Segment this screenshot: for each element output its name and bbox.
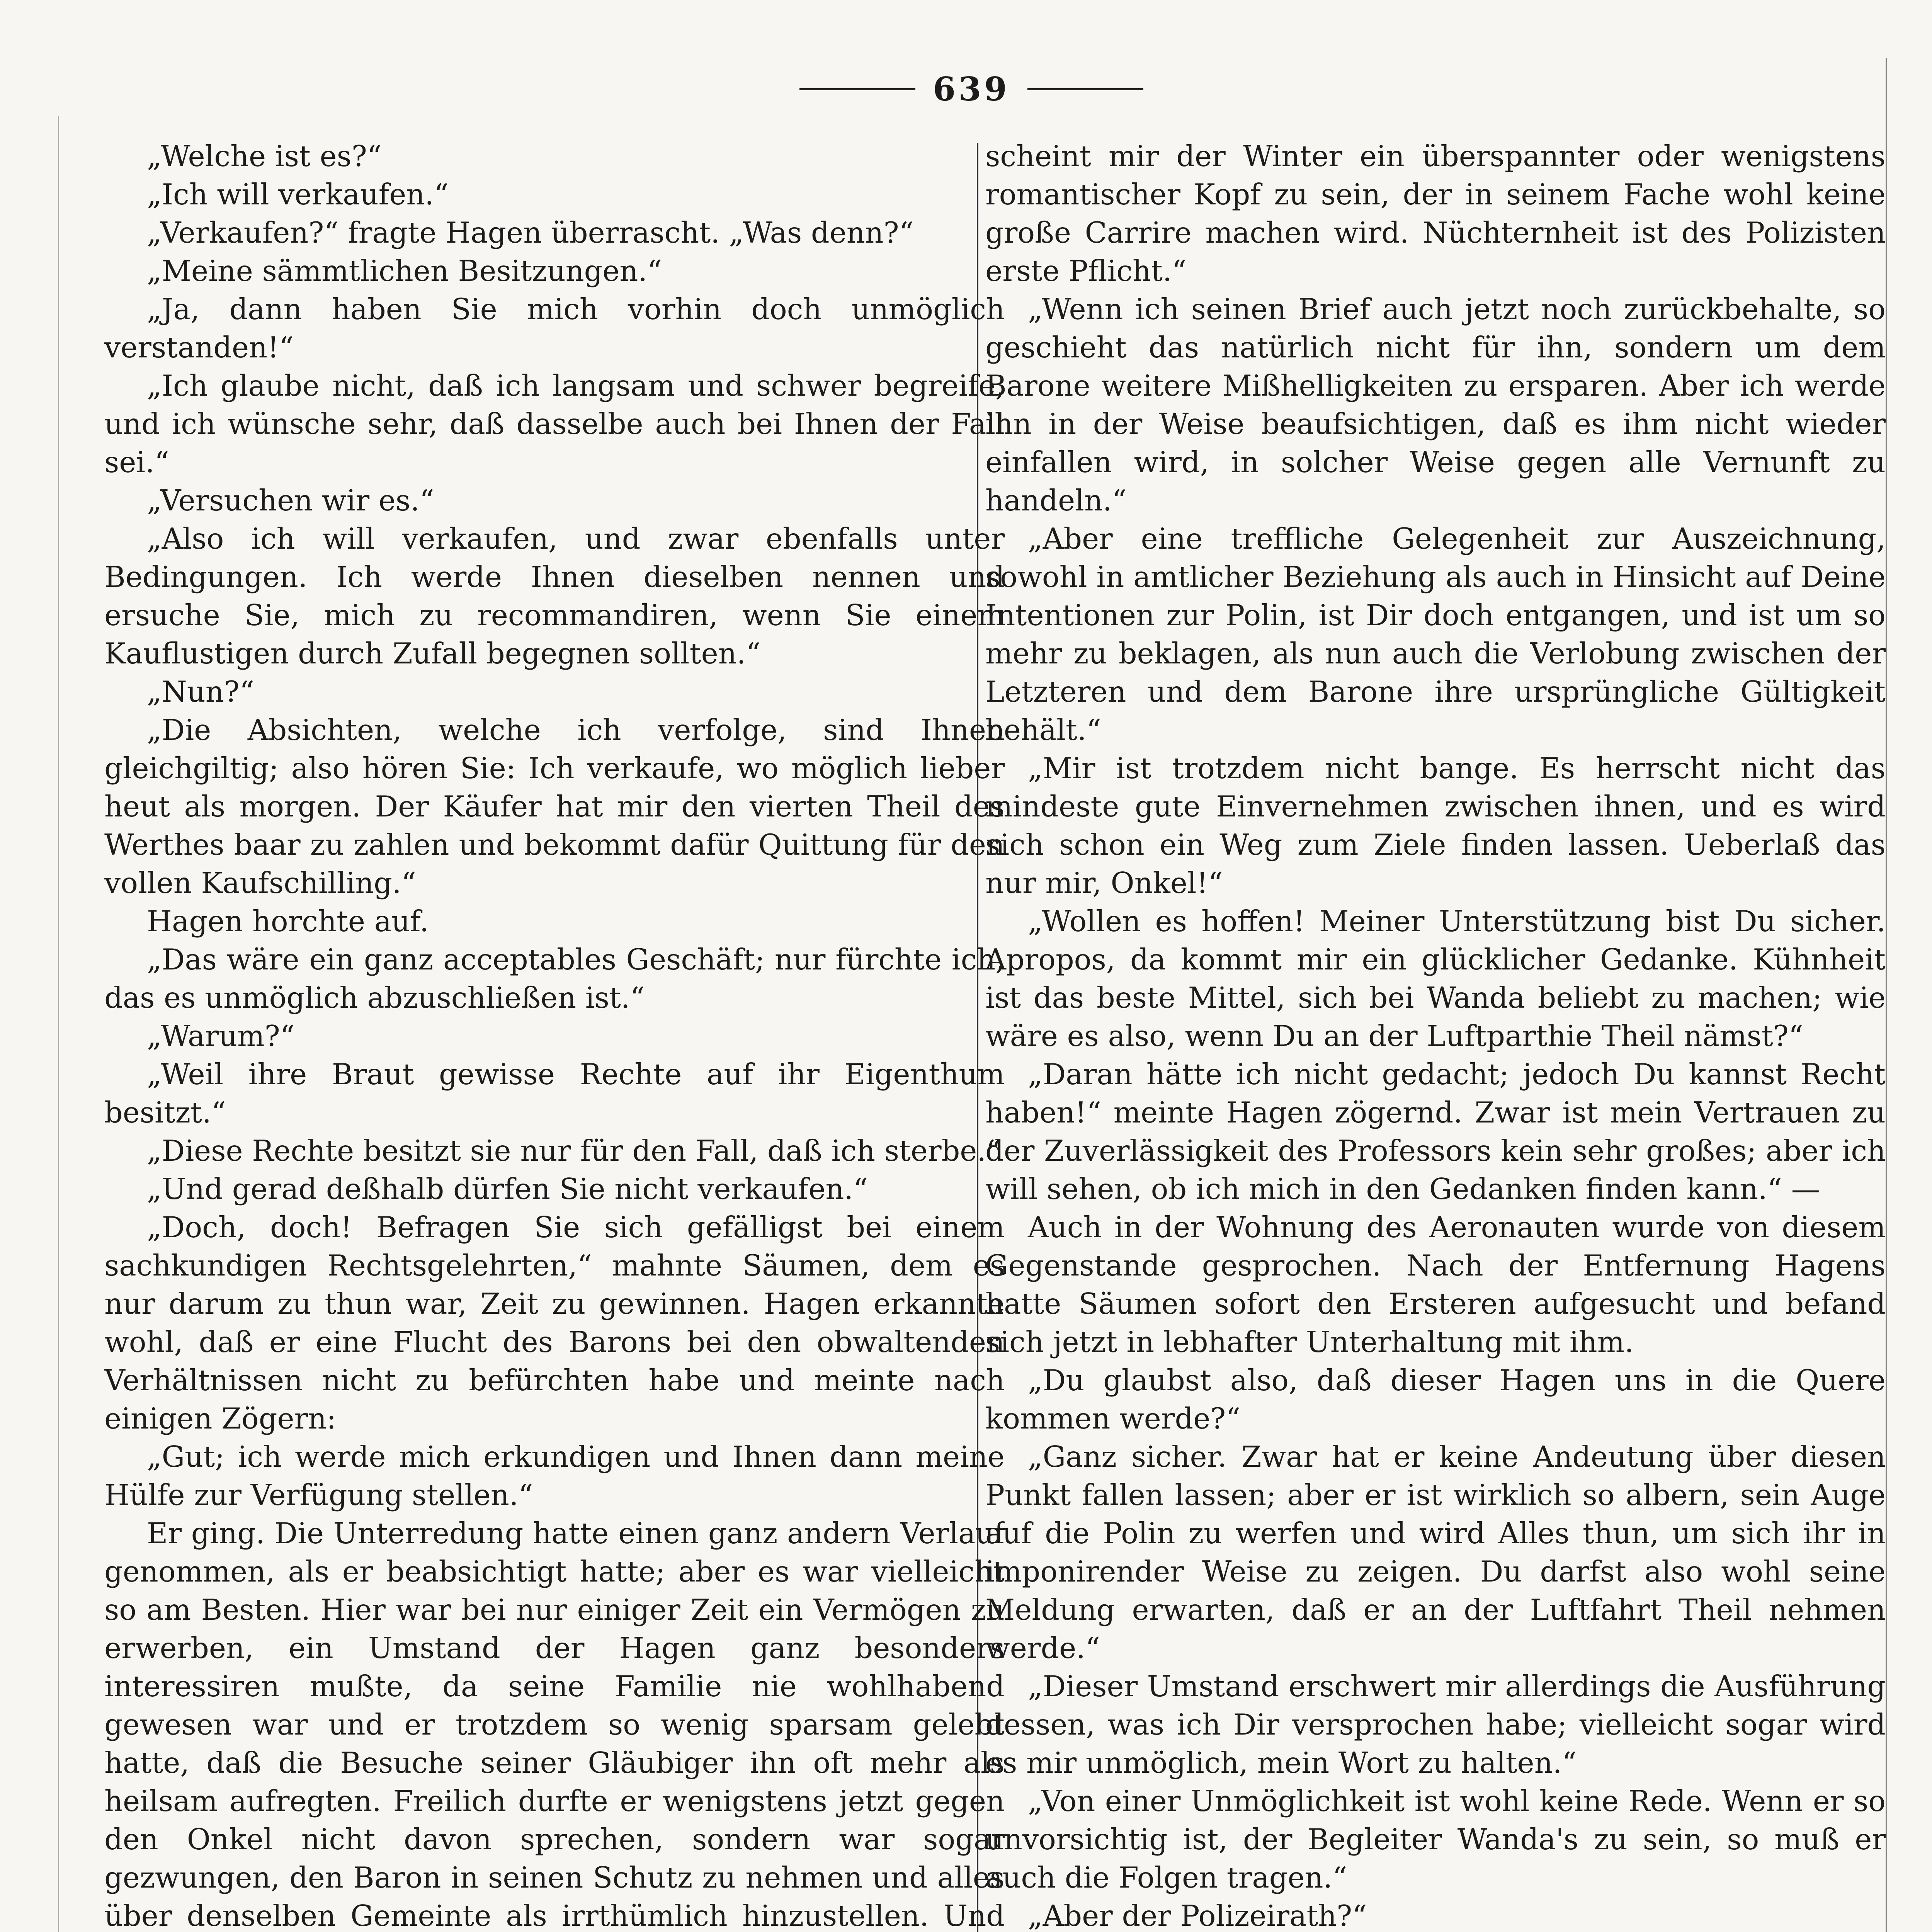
- text-column-left: [104, 137, 1005, 1932]
- paragraph: „Welche ist es?“: [147, 139, 382, 173]
- paragraph: „Weil ihre Braut gewisse Rechte auf ihr Eigenthum besitzt.“: [104, 1058, 1005, 1129]
- paragraph: „Das wäre ein ganz acceptables Geschäft; nur fürchte ich, das es unmöglich abzuschließen ist.“: [104, 943, 1005, 1015]
- paragraph: „Meine sämmtlichen Besitzungen.“: [147, 254, 662, 288]
- paragraph: „Und gerad deßhalb dürfen Sie nicht verkaufen.“: [147, 1172, 868, 1206]
- paragraph: „Versuchen wir es.“: [147, 484, 434, 517]
- paragraph: Auch in der Wohnung des Aeronauten wurde von diesem Gegenstande gesprochen. Nach der Entfernung Hagens hatte Säumen sofort den Ersteren aufgesucht und befand sich jetzt in lebhafter Unterhaltung mit ihm.: [985, 1211, 1886, 1359]
- paragraph: „Diese Rechte besitzt sie nur für den Fall, daß ich sterbe.“: [147, 1134, 1001, 1168]
- left-border-line: [58, 116, 59, 1932]
- paragraph: scheint mir der Winter ein überspannter oder wenigstens romantischer Kopf zu sein, der in seinem Fache wohl keine große Carrire machen wird. Nüchternheit ist des Polizisten erste Pflicht.“: [985, 139, 1886, 288]
- paragraph: „Von einer Unmöglichkeit ist wohl keine Rede. Wenn er so unvorsichtig ist, der Begleiter Wanda's zu sein, so muß er auch die Folgen tragen.“: [985, 1784, 1886, 1895]
- paragraph: „Dieser Umstand erschwert mir allerdings die Ausführung dessen, was ich Dir versprochen habe; vielleicht sogar wird es mir unmöglich, mein Wort zu halten.“: [985, 1670, 1886, 1780]
- paragraph: „Doch, doch! Befragen Sie sich gefälligst bei einem sachkundigen Rechtsgelehrten,“ mahnte Säumen, dem es nur darum zu thun war, Zeit zu gewinnen. Hagen erkannte wohl, daß er eine Flucht des Barons bei den obwaltenden Verhältnissen nicht zu befürchten habe und meinte nach einigen Zögern:: [104, 1211, 1005, 1435]
- header-rule-right: [1027, 88, 1143, 90]
- paragraph: „Aber eine treffliche Gelegenheit zur Auszeichnung, sowohl in amtlicher Beziehung als auch in Hinsicht auf Deine Intentionen zur Polin, ist Dir doch entgangen, und ist um so mehr zu beklagen, als nun auch die Verlobung zwischen der Letzteren und dem Barone ihre ursprüngliche Gültigkeit behält.“: [985, 522, 1886, 747]
- paragraph: „Ja, dann haben Sie mich vorhin doch unmöglich verstanden!“: [104, 293, 1005, 364]
- paragraph: „Daran hätte ich nicht gedacht; jedoch Du kannst Recht haben!“ meinte Hagen zögernd. Zwar ist mein Vertrauen zu der Zuverlässigkeit des Professors kein sehr großes; aber ich will sehen, ob ich mich in den Gedanken finden kann.“ —: [985, 1058, 1886, 1206]
- right-border-line: [1886, 58, 1887, 1932]
- paragraph: „Wenn ich seinen Brief auch jetzt noch zurückbehalte, so geschieht das natürlich nicht für ihn, sondern um dem Barone weitere Mißhelligkeiten zu ersparen. Aber ich werde ihn in der Weise beaufsichtigen, daß es ihm nicht wieder einfallen wird, in solcher Weise gegen alle Vernunft zu handeln.“: [985, 293, 1886, 517]
- paragraph: „Du glaubst also, daß dieser Hagen uns in die Quere kommen werde?“: [985, 1364, 1886, 1435]
- paragraph: „Nun?“: [147, 675, 254, 709]
- page-number: 639: [933, 70, 1010, 108]
- paragraph: „Ich glaube nicht, daß ich langsam und schwer begreife, und ich wünsche sehr, daß dasselbe auch bei Ihnen der Fall sei.“: [104, 369, 1005, 479]
- paragraph: „Mir ist trotzdem nicht bange. Es herrscht nicht das mindeste gute Einvernehmen zwischen ihnen, und es wird sich schon ein Weg zum Ziele finden lassen. Ueberlaß das nur mir, Onkel!“: [985, 752, 1886, 900]
- paragraph: „Ganz sicher. Zwar hat er keine Andeutung über diesen Punkt fallen lassen; aber er ist wirklich so albern, sein Auge auf die Polin zu werfen und wird Alles thun, um sich ihr in imponirender Weise zu zeigen. Du darfst also wohl seine Meldung erwarten, daß er an der Luftfahrt Theil nehmen werde.“: [985, 1440, 1886, 1665]
- paragraph: Er ging. Die Unterredung hatte einen ganz andern Verlauf genommen, als er beabsichtigt hatte; aber es war vielleicht so am Besten. Hier war bei nur einiger Zeit ein Vermögen zu erwerben, ein Umstand der Hagen ganz besonders interessiren mußte, da seine Familie nie wohlhabend gewesen war und er trotzdem so wenig sparsam gelebt hatte, daß die Besuche seiner Gläubiger ihn oft mehr als heilsam aufregten. Freilich durfte er wenigstens jetzt gegen den Onkel nicht davon sprechen, sondern war sogar gezwungen, den Baron in seinen Schutz zu nehmen und alles über denselben Gemeinte als irrthümlich hinzustellen. Und: [104, 1517, 1005, 1932]
- paragraph: Hagen horchte auf.: [147, 905, 429, 938]
- paragraph: „Verkaufen?“ fragte Hagen überrascht. „Was denn?“: [147, 216, 914, 250]
- text-column-right: [985, 137, 1886, 1932]
- header-rule-left: [799, 88, 915, 90]
- paragraph: „Die Absichten, welche ich verfolge, sind Ihnen gleichgiltig; also hören Sie: Ich verkaufe, wo möglich lieber heut als morgen. Der Käufer hat mir den vierten Theil des Werthes baar zu zahlen und bekommt dafür Quittung für den vollen Kaufschilling.“: [104, 713, 1005, 900]
- paragraph: „Also ich will verkaufen, und zwar ebenfalls unter Bedingungen. Ich werde Ihnen dieselben nennen und ersuche Sie, mich zu recommandiren, wenn Sie einem Kauflustigen durch Zufall begegnen sollten.“: [104, 522, 1005, 670]
- paragraph: „Warum?“: [147, 1019, 295, 1053]
- paragraph: „Wollen es hoffen! Meiner Unterstützung bist Du sicher. Apropos, da kommt mir ein glücklicher Gedanke. Kühnheit ist das beste Mittel, sich bei Wanda beliebt zu machen; wie wäre es also, wenn Du an der Luftparthie Theil nämst?“: [985, 905, 1886, 1053]
- paragraph: „Ich will verkaufen.“: [147, 178, 449, 211]
- paragraph: „Gut; ich werde mich erkundigen und Ihnen dann meine Hülfe zur Verfügung stellen.“: [104, 1440, 1005, 1512]
- paragraph: „Aber der Polizeirath?“: [1028, 1899, 1367, 1932]
- page-header: [0, 58, 1932, 120]
